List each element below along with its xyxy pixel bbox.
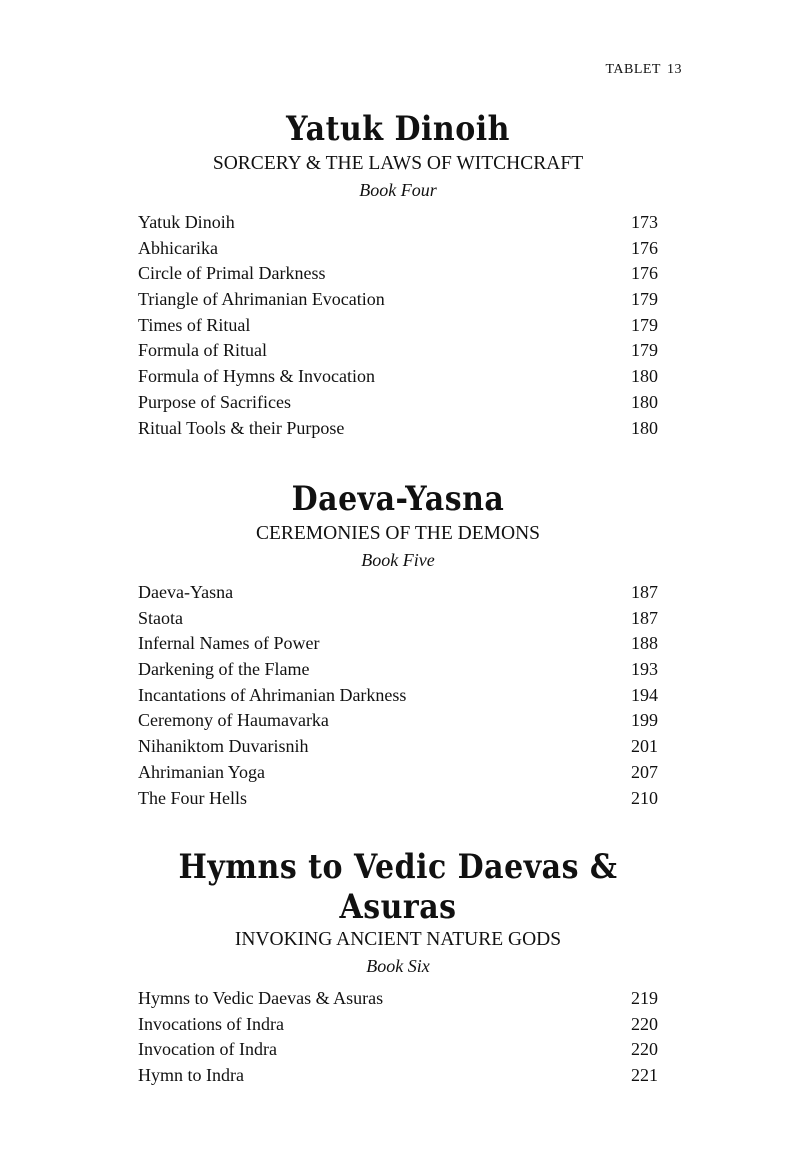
toc-entry [138,287,658,313]
toc-entry [138,364,658,390]
toc-entry-page: 194 [631,684,658,705]
toc-entry-title: Infernal Names of Power [138,633,320,654]
section-subtitle: CEREMONIES OF THE DEMONS [255,523,541,544]
toc-entry-page: 187 [631,582,658,602]
toc-entry-page: 180 [631,366,658,387]
toc-entry [138,210,658,236]
toc-entry-page: 187 [631,607,658,628]
toc-entry [138,1012,658,1038]
toc-entry [138,236,658,262]
toc-entry-title: Ahrimanian Yoga [138,761,265,782]
toc-entry-title: The Four Hells [138,787,247,808]
toc-entry-page: 173 [631,212,658,232]
toc-entry [138,786,658,812]
toc-entry-title: Yatuk Dinoih [138,212,235,232]
page-number: 13 [667,62,682,77]
toc-entry [138,657,658,683]
toc-entry [138,986,658,1012]
toc-entry-title: Invocations of Indra [138,1013,284,1034]
toc-entry [138,734,658,760]
toc-entry-title: Invocation of Indra [138,1039,277,1060]
toc-entry [138,580,658,606]
toc-entry-page: 221 [631,1065,658,1086]
toc-entry-page: 176 [631,237,658,258]
toc-entry-page: 220 [631,1013,658,1034]
toc-entry [138,631,658,657]
toc-entry-page: 179 [631,340,658,361]
toc-entry-page: 207 [631,761,658,782]
toc-list [138,986,658,1089]
toc-entry-title: Circle of Primal Darkness [138,263,326,284]
toc-entry-page: 180 [631,417,658,438]
section-book-five [138,479,658,811]
toc-entry-title: Triangle of Ahrimanian Evocation [138,289,385,310]
toc-entry [138,760,658,786]
toc-entry-page: 220 [631,1039,658,1060]
toc-entry-title: Incantations of Ahrimanian Darkness [138,684,407,705]
toc-entry-page: 179 [631,289,658,310]
toc-entry-title: Purpose of Sacrifices [138,391,291,412]
header-label: TABLET [605,62,661,77]
toc-entry-title: Hymns to Vedic Daevas & Asuras [138,988,384,1008]
section-title: Daeva-Yasna [291,479,505,520]
toc-entry [138,338,658,364]
section-book-four [138,109,658,441]
toc-entry [138,1063,658,1089]
section-subtitle: INVOKING ANCIENT NATURE GODS [234,929,562,950]
toc-entry-title: Ceremony of Haumavarka [138,710,329,731]
section-title: Yatuk Dinoih [286,109,510,150]
toc-entry [138,1037,658,1063]
toc-entry [138,683,658,709]
toc-list [138,580,658,811]
toc-entry [138,390,658,416]
toc-entry [138,313,658,339]
toc-entry-title: Formula of Hymns & Invocation [138,366,375,387]
book-label: Book Six [366,956,430,976]
section-title: Hymns to Vedic Daevas & Asuras [178,847,618,928]
toc-list [138,210,658,441]
toc-entry-title: Staota [138,607,183,628]
toc-entry-page: 201 [631,736,658,757]
section-subtitle: SORCERY & THE LAWS OF WITCHCRAFT [212,153,584,174]
toc-entry-page: 180 [631,391,658,412]
toc-entry-page: 179 [631,314,658,335]
toc-entry-title: Abhicarika [138,237,218,258]
toc-entry-title: Daeva-Yasna [138,582,234,602]
toc-entry-page: 210 [631,787,658,808]
toc-entry [138,261,658,287]
toc-entry-page: 193 [631,659,658,680]
running-header [605,62,682,78]
toc-entry-page: 188 [631,633,658,654]
toc-entry-title: Ritual Tools & their Purpose [138,417,345,438]
toc-entry-title: Formula of Ritual [138,340,267,361]
toc-entry-page: 199 [631,710,658,731]
toc-entry-page: 176 [631,263,658,284]
toc-entry-page: 219 [631,988,658,1008]
toc-entry-title: Darkening of the Flame [138,659,310,680]
toc-entry-title: Nihaniktom Duvarisnih [138,736,309,757]
book-label: Book Five [361,550,435,570]
toc-entry-title: Times of Ritual [138,314,251,335]
toc-entry [138,708,658,734]
section-book-six [138,847,658,1089]
toc-entry [138,606,658,632]
toc-entry-title: Hymn to Indra [138,1065,244,1086]
toc-entry [138,416,658,442]
book-label: Book Four [359,180,437,200]
